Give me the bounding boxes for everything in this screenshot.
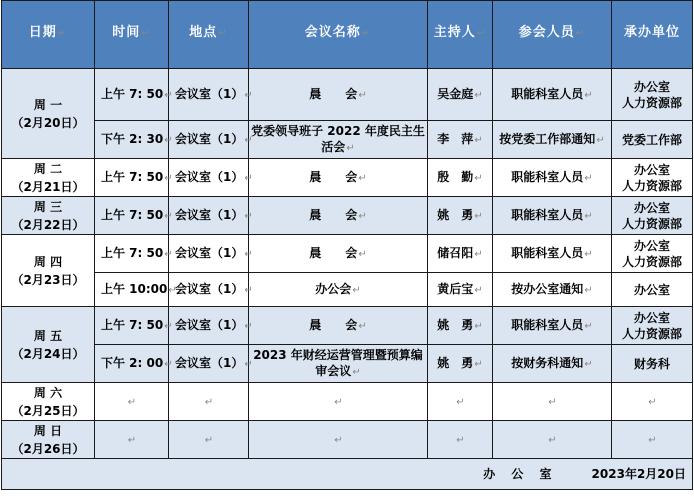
day-cell	[2, 159, 95, 197]
organizer-line-1: 财务科	[633, 356, 670, 371]
time-cell	[95, 345, 173, 383]
schedule-body	[2, 69, 693, 459]
organizer-line-2: 人力资源部	[621, 178, 682, 193]
meeting-location: 会议室（1）	[175, 131, 244, 146]
meeting-name-cell	[249, 69, 428, 121]
schedule-row	[2, 69, 693, 121]
day-date: （2月25日）	[11, 403, 85, 418]
paragraph-mark-icon: ↵	[584, 320, 593, 332]
attendees-cell	[493, 197, 612, 235]
organizer-cell	[612, 421, 693, 459]
host-cell	[428, 197, 493, 235]
host-cell	[428, 121, 493, 159]
location-cell	[169, 345, 253, 383]
meeting-time: 上午 10:00	[101, 281, 168, 296]
meeting-location: 会议室（1）	[175, 281, 244, 296]
paragraph-mark-icon: ↵	[474, 210, 483, 222]
organizer-line-1: 办公室	[633, 200, 670, 215]
schedule-row	[2, 197, 693, 235]
paragraph-mark-icon: ↵	[456, 396, 465, 408]
meeting-attendees: 按办公室通知	[511, 281, 584, 296]
location-cell	[169, 383, 249, 421]
meeting-location: 会议室（1）	[175, 169, 244, 184]
meeting-name: 晨 会	[309, 317, 358, 332]
paragraph-mark-icon: ↵	[204, 396, 214, 408]
meeting-name-cell	[249, 121, 428, 159]
paragraph-mark-icon: ↵	[352, 284, 361, 296]
meeting-name: 晨 会	[309, 245, 358, 260]
paragraph-mark-icon: ↵	[358, 248, 367, 260]
attendees-cell	[493, 345, 612, 383]
paragraph-mark-icon: ↵	[164, 172, 173, 184]
attendees-cell	[493, 159, 612, 197]
meeting-name: 晨 会	[309, 86, 358, 101]
attendees-cell	[493, 273, 612, 307]
location-cell	[169, 197, 253, 235]
header-row	[2, 1, 693, 69]
paragraph-mark-icon: ↵	[548, 396, 557, 408]
paragraph-mark-icon: ↵	[648, 434, 657, 446]
meeting-name: 晨 会	[309, 207, 358, 222]
attendees-cell	[493, 421, 612, 459]
schedule-row	[2, 307, 693, 345]
paragraph-mark-icon: ↵	[352, 366, 361, 378]
location-cell	[169, 121, 253, 159]
meeting-name-cell	[249, 235, 428, 273]
meeting-name-cell	[249, 421, 428, 459]
paragraph-mark-icon: ↵	[584, 248, 593, 260]
day-name: 周 三	[33, 199, 63, 214]
paragraph-mark-icon: ↵	[474, 172, 483, 184]
meeting-name: 党委领导班子 2022 年度民主生活会	[251, 123, 425, 154]
schedule-row	[2, 273, 693, 307]
meeting-attendees: 职能科室人员	[511, 86, 584, 101]
time-cell	[95, 159, 173, 197]
time-cell	[95, 121, 173, 159]
organizer-cell	[612, 69, 693, 121]
host-cell	[428, 421, 493, 459]
meeting-host: 姚 勇	[437, 355, 474, 370]
meeting-host: 吴金庭	[437, 86, 474, 101]
meeting-name-cell	[249, 197, 428, 235]
day-date: （2月26日）	[11, 441, 85, 456]
day-name: 周 五	[33, 328, 63, 343]
attendees-cell	[493, 69, 612, 121]
paragraph-mark-icon: ↵	[164, 248, 173, 260]
paragraph-mark-icon: ↵	[474, 320, 483, 332]
schedule-row	[2, 159, 693, 197]
paragraph-mark-icon: ↵	[456, 434, 465, 446]
day-date: （2月23日）	[11, 272, 85, 287]
time-cell	[95, 307, 173, 345]
day-date: （2月24日）	[11, 346, 85, 361]
paragraph-mark-icon: ↵	[334, 434, 343, 446]
meeting-host: 黄后宝	[437, 281, 474, 296]
footer-office: 办 公 室	[483, 466, 558, 481]
meeting-host: 姚 勇	[437, 317, 474, 332]
location-cell	[169, 159, 253, 197]
host-cell	[428, 307, 493, 345]
meeting-name-cell	[249, 273, 428, 307]
organizer-cell	[612, 235, 693, 273]
paragraph-mark-icon: ↵	[474, 358, 483, 370]
header-host: 主持人↵	[428, 1, 493, 69]
meeting-time: 下午 2: 00	[101, 355, 164, 370]
meeting-attendees: 按党委工作部通知	[499, 131, 596, 146]
paragraph-mark-icon: ↵	[244, 320, 253, 332]
time-cell	[95, 421, 169, 459]
organizer-cell	[612, 345, 693, 383]
meeting-name-cell	[249, 307, 428, 345]
organizer-cell	[612, 197, 693, 235]
time-cell	[95, 69, 173, 121]
time-cell	[95, 197, 173, 235]
paragraph-mark-icon: ↵	[164, 134, 173, 146]
schedule-row	[2, 121, 693, 159]
meeting-name: 2023 年财经运营管理暨预算编审会议	[253, 347, 423, 378]
paragraph-mark-icon: ↵	[127, 396, 137, 408]
paragraph-mark-icon: ↵	[584, 358, 593, 370]
time-cell	[95, 273, 177, 307]
schedule-row	[2, 345, 693, 383]
paragraph-mark-icon: ↵	[474, 134, 483, 146]
organizer-line-1: 办公室	[633, 282, 670, 297]
meeting-location: 会议室（1）	[175, 317, 244, 332]
day-date: （2月20日）	[11, 115, 85, 130]
header-organizer: 承办单位	[612, 1, 693, 69]
paragraph-mark-icon: ↵	[596, 134, 605, 146]
paragraph-mark-icon: ↵	[474, 284, 483, 296]
organizer-cell	[612, 383, 693, 421]
day-cell	[2, 383, 95, 421]
location-cell	[169, 307, 253, 345]
paragraph-mark-icon: ↵	[358, 320, 367, 332]
footer-cell	[2, 459, 693, 490]
location-cell	[169, 421, 249, 459]
organizer-cell	[612, 273, 693, 307]
paragraph-mark-icon: ↵	[548, 434, 557, 446]
host-cell	[428, 69, 493, 121]
schedule-row	[2, 421, 693, 459]
meeting-location: 会议室（1）	[175, 207, 244, 222]
meeting-name-cell	[249, 383, 428, 421]
day-cell	[2, 235, 95, 307]
paragraph-mark-icon: ↵	[164, 210, 173, 222]
paragraph-mark-icon: ↵	[474, 248, 483, 260]
host-cell	[428, 235, 493, 273]
paragraph-mark-icon: ↵	[346, 142, 355, 154]
organizer-line-2: 人力资源部	[621, 254, 682, 269]
organizer-line-1: 办公室	[633, 238, 670, 253]
paragraph-mark-icon: ↵	[358, 89, 367, 101]
schedule-row	[2, 235, 693, 273]
paragraph-mark-icon: ↵	[358, 210, 367, 222]
meeting-time: 上午 7: 50	[101, 169, 164, 184]
meeting-host: 殷 勤	[437, 169, 474, 184]
paragraph-mark-icon: ↵	[358, 172, 367, 184]
footer-row	[2, 459, 693, 490]
day-name: 周 四	[33, 254, 63, 269]
paragraph-mark-icon: ↵	[584, 172, 593, 184]
day-name: 周 日	[33, 423, 63, 438]
day-name: 周 二	[33, 161, 63, 176]
day-date: （2月22日）	[11, 217, 85, 232]
day-date: （2月21日）	[11, 179, 85, 194]
meeting-time: 上午 7: 50	[101, 245, 164, 260]
location-cell	[169, 273, 253, 307]
meeting-attendees: 职能科室人员	[511, 169, 584, 184]
attendees-cell	[493, 235, 612, 273]
organizer-line-2: 人力资源部	[621, 216, 682, 231]
meeting-time: 上午 7: 50	[101, 86, 164, 101]
paragraph-mark-icon: ↵	[474, 89, 483, 101]
meeting-name-cell	[249, 345, 428, 383]
meeting-attendees: 职能科室人员	[511, 245, 584, 260]
meeting-attendees: 按财务科通知	[511, 355, 584, 370]
host-cell	[428, 273, 493, 307]
organizer-line-1: 党委工作部	[621, 132, 682, 147]
meeting-schedule-sheet	[1, 0, 694, 499]
paragraph-mark-icon: ↵	[168, 284, 177, 296]
organizer-line-1: 办公室	[633, 310, 670, 325]
day-name: 周 一	[33, 97, 63, 112]
paragraph-mark-icon: ↵	[334, 396, 343, 408]
organizer-line-1: 办公室	[633, 79, 670, 94]
host-cell	[428, 345, 493, 383]
paragraph-mark-icon: ↵	[244, 248, 253, 260]
paragraph-mark-icon: ↵	[244, 134, 253, 146]
meeting-attendees: 职能科室人员	[511, 207, 584, 222]
attendees-cell	[493, 383, 612, 421]
host-cell	[428, 159, 493, 197]
schedule-row	[2, 383, 693, 421]
meeting-location: 会议室（1）	[175, 355, 244, 370]
header-location: 地点↵	[169, 1, 249, 69]
paragraph-mark-icon: ↵	[584, 284, 593, 296]
day-name: 周 六	[33, 385, 63, 400]
paragraph-mark-icon: ↵	[648, 396, 657, 408]
paragraph-mark-icon: ↵	[244, 89, 253, 101]
meeting-name-cell	[249, 159, 428, 197]
meeting-host: 储召阳	[437, 245, 474, 260]
footer-date: 2023年2月20日	[591, 466, 686, 481]
meeting-time: 上午 7: 50	[101, 317, 164, 332]
paragraph-mark-icon: ↵	[244, 210, 253, 222]
meeting-time: 下午 2: 30	[101, 131, 164, 146]
attendees-cell	[493, 307, 612, 345]
organizer-line-2: 人力资源部	[621, 95, 682, 110]
header-date: 日期↵	[2, 1, 95, 69]
paragraph-mark-icon: ↵	[164, 89, 173, 101]
paragraph-mark-icon: ↵	[584, 210, 593, 222]
day-cell	[2, 197, 95, 235]
paragraph-mark-icon: ↵	[244, 172, 253, 184]
location-cell	[169, 69, 253, 121]
header-time: 时间↵	[95, 1, 169, 69]
paragraph-mark-icon: ↵	[164, 358, 173, 370]
meeting-attendees: 职能科室人员	[511, 317, 584, 332]
meeting-name: 办公会	[315, 281, 352, 296]
time-cell	[95, 235, 173, 273]
paragraph-mark-icon: ↵	[584, 89, 593, 101]
header-meeting-name: 会议名称↵	[249, 1, 428, 69]
meeting-host: 姚 勇	[437, 207, 474, 222]
day-cell	[2, 421, 95, 459]
location-cell	[169, 235, 253, 273]
meeting-host: 李 萍	[437, 131, 474, 146]
organizer-line-2: 人力资源部	[621, 326, 682, 341]
time-cell	[95, 383, 169, 421]
organizer-line-1: 办公室	[633, 162, 670, 177]
host-cell	[428, 383, 493, 421]
attendees-cell	[493, 121, 612, 159]
day-cell	[2, 307, 95, 383]
meeting-name: 晨 会	[309, 169, 358, 184]
paragraph-mark-icon: ↵	[127, 434, 137, 446]
paragraph-mark-icon: ↵	[244, 284, 253, 296]
meeting-location: 会议室（1）	[175, 86, 244, 101]
organizer-cell	[612, 121, 693, 159]
paragraph-mark-icon: ↵	[244, 358, 253, 370]
organizer-cell	[612, 159, 693, 197]
meeting-location: 会议室（1）	[175, 245, 244, 260]
meeting-time: 上午 7: 50	[101, 207, 164, 222]
paragraph-mark-icon: ↵	[164, 320, 173, 332]
day-cell	[2, 69, 95, 159]
organizer-cell	[612, 307, 693, 345]
meeting-schedule-table	[1, 0, 693, 490]
header-attendees: 参会人员↵	[493, 1, 612, 69]
paragraph-mark-icon: ↵	[204, 434, 214, 446]
